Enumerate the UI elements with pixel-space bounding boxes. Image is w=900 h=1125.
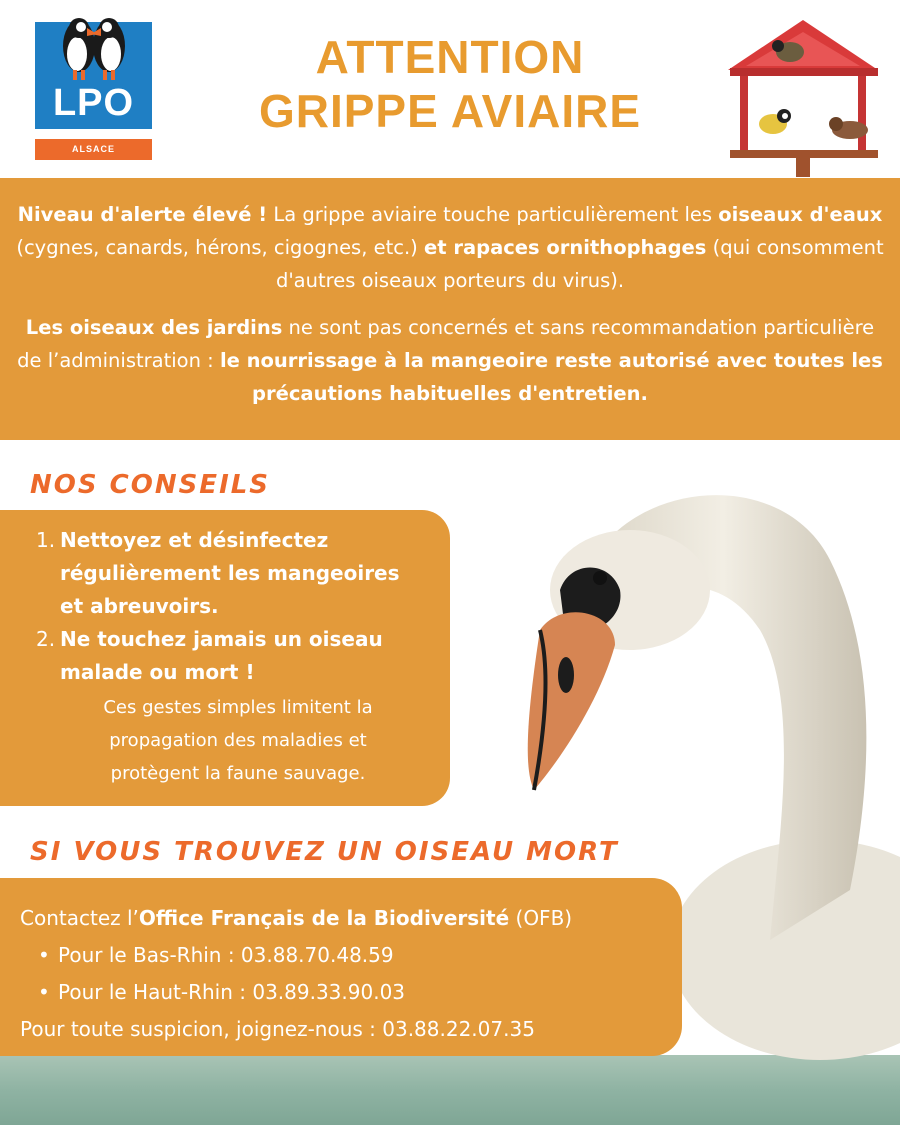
logo-region: ALSACE	[35, 139, 152, 160]
alert-banner	[0, 178, 900, 440]
alert-highlight: le nourrissage à la mangeoire reste autorisé avec toutes les précautions habituelles d'entretien.	[219, 349, 883, 405]
alert-paragraph-2	[12, 311, 888, 410]
title-line-2: GRIPPE AVIAIRE	[258, 85, 642, 137]
advice-item-number: 2.	[36, 627, 56, 651]
puffins-icon	[41, 8, 146, 88]
advice-item-text: et abreuvoirs.	[60, 594, 219, 618]
alert-paragraph-1	[12, 198, 888, 297]
advice-note-line: propagation des maladies et	[109, 730, 367, 751]
contact-org-name: Office Français de la Biodiversité	[138, 906, 510, 930]
advice-item-text: Ne touchez jamais un oiseau	[60, 627, 383, 651]
advice-item-text: régulièrement les mangeoires	[60, 561, 400, 585]
alert-text: (cygnes, canards, hérons, cigognes, etc.)	[16, 236, 424, 259]
advice-note-line: protègent la faune sauvage.	[110, 763, 366, 784]
bird-feeder-icon	[718, 12, 888, 177]
bullet-icon: •	[38, 943, 50, 967]
contact-heading: SI VOUS TROUVEZ UN OISEAU MORT	[30, 837, 619, 867]
bullet-icon: •	[38, 980, 50, 1004]
contact-phone-bas-rhin: Pour le Bas-Rhin : 03.88.70.48.59	[58, 943, 394, 967]
alert-level: Niveau d'alerte élevé !	[17, 203, 268, 226]
contact-bullet	[20, 937, 682, 974]
advice-item	[36, 623, 430, 689]
alert-highlight: Les oiseaux des jardins	[25, 316, 283, 339]
alert-text: ne sont pas concernés et sans recommandation particulière de l’administration :	[17, 316, 875, 372]
lpo-logo	[35, 22, 152, 160]
contact-footer: Pour toute suspicion, joignez-nous : 03.88.22.07.35	[20, 1017, 535, 1041]
alert-highlight: oiseaux d'eaux	[718, 203, 883, 226]
contact-intro	[20, 900, 682, 937]
page-title	[200, 30, 700, 138]
alert-text: La grippe aviaire touche particulièrement les	[267, 203, 719, 226]
advice-item-text: Nettoyez et désinfectez	[60, 528, 329, 552]
contact-intro-text: Contactez l’	[20, 906, 139, 930]
advice-box	[0, 510, 450, 806]
alert-text: (qui consomment d'autres oiseaux porteurs du virus).	[275, 236, 884, 292]
title-line-1: ATTENTION	[315, 31, 585, 83]
advice-item	[36, 524, 430, 623]
contact-intro-tail: (OFB)	[509, 906, 573, 930]
contact-phone-haut-rhin: Pour le Haut-Rhin : 03.89.33.90.03	[58, 980, 406, 1004]
alert-highlight: et rapaces ornithophages	[424, 236, 707, 259]
advice-note	[36, 691, 430, 790]
advice-heading: NOS CONSEILS	[30, 470, 271, 500]
advice-note-line: Ces gestes simples limitent la	[103, 697, 373, 718]
advice-item-text: malade ou mort !	[60, 660, 255, 684]
advice-item-number: 1.	[36, 528, 56, 552]
logo-name: LPO	[52, 82, 135, 124]
contact-bullet	[20, 974, 682, 1011]
contact-box	[0, 878, 682, 1056]
